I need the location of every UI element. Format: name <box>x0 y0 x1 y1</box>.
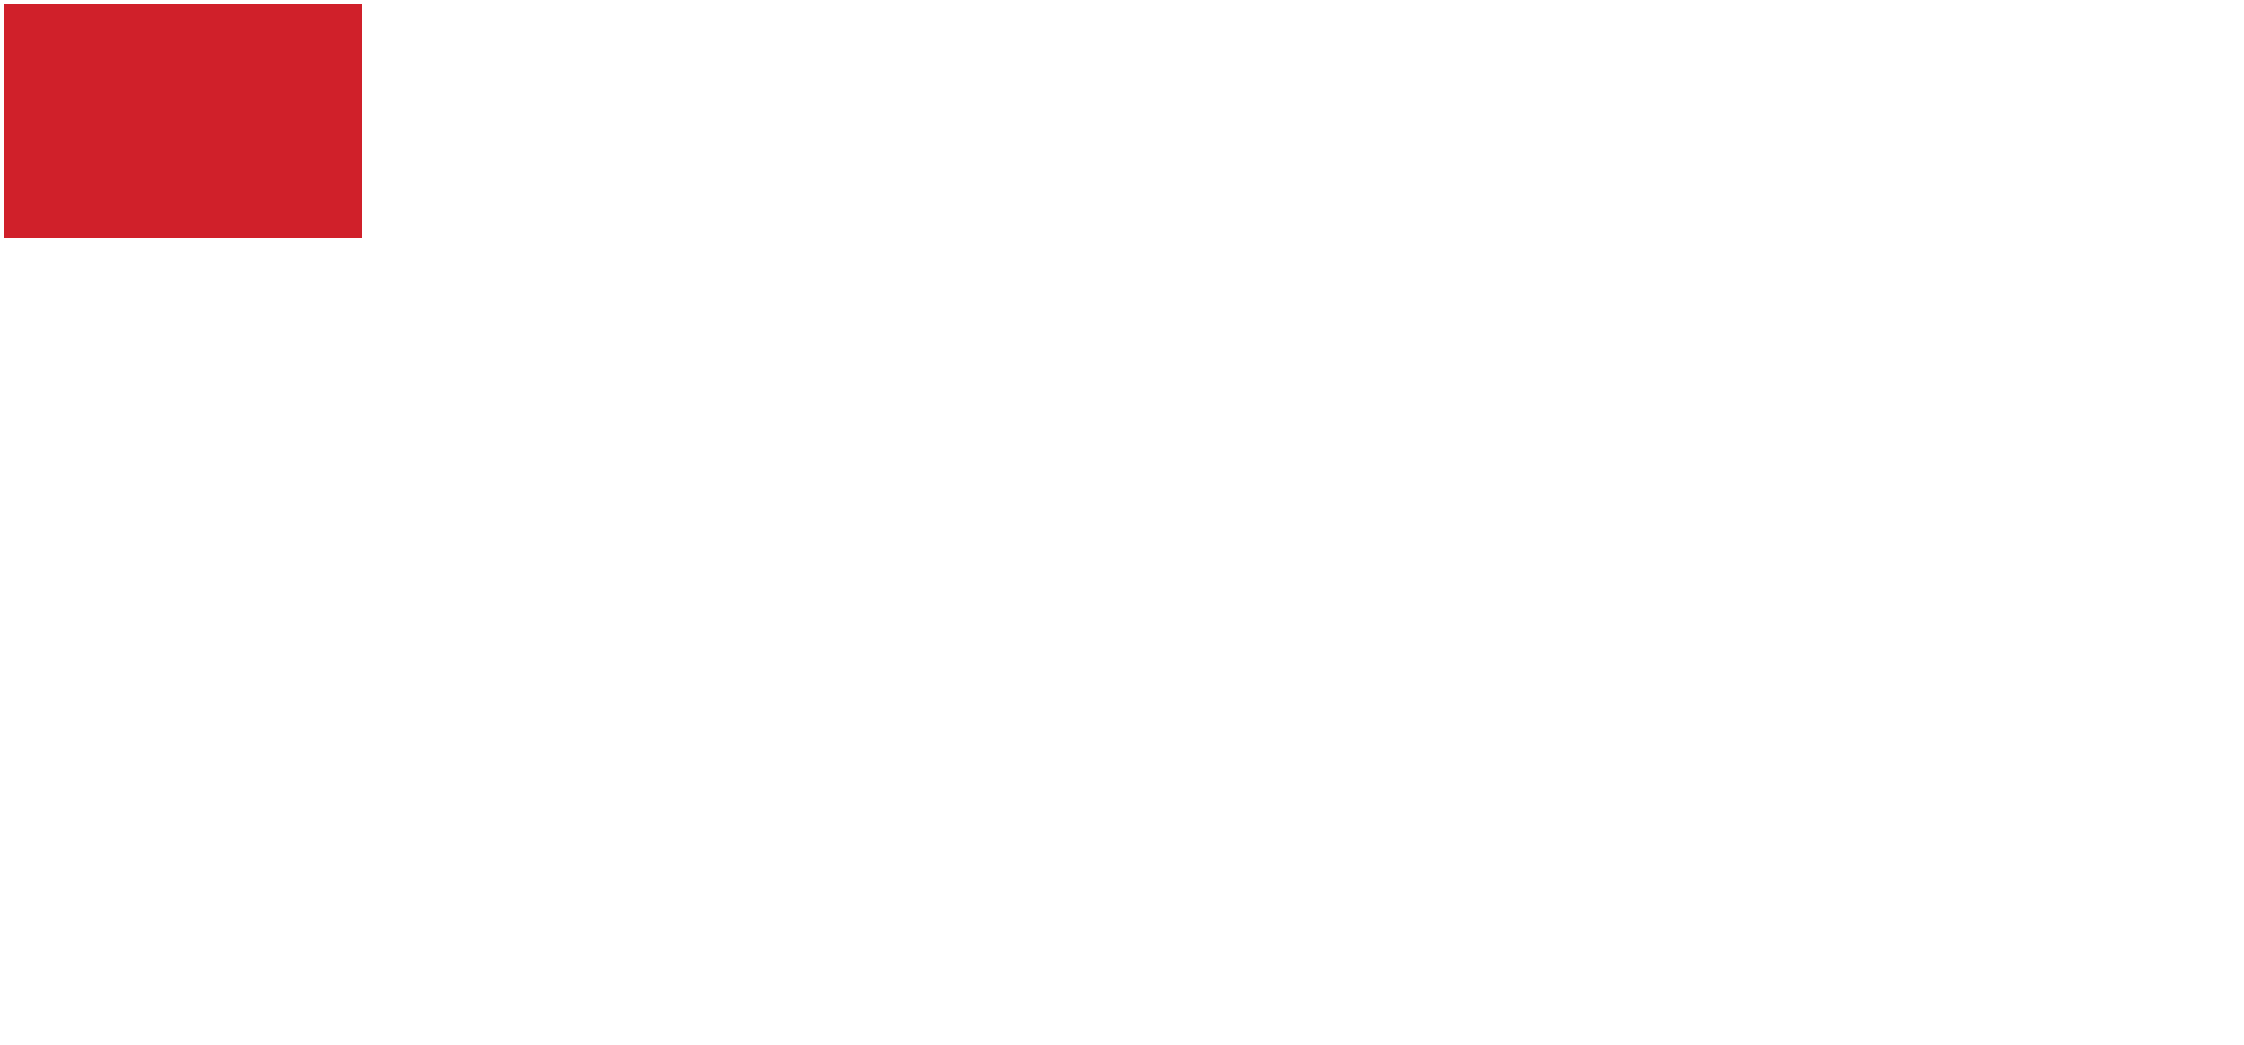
type-header <box>4 4 362 238</box>
spec-table <box>0 0 2244 242</box>
